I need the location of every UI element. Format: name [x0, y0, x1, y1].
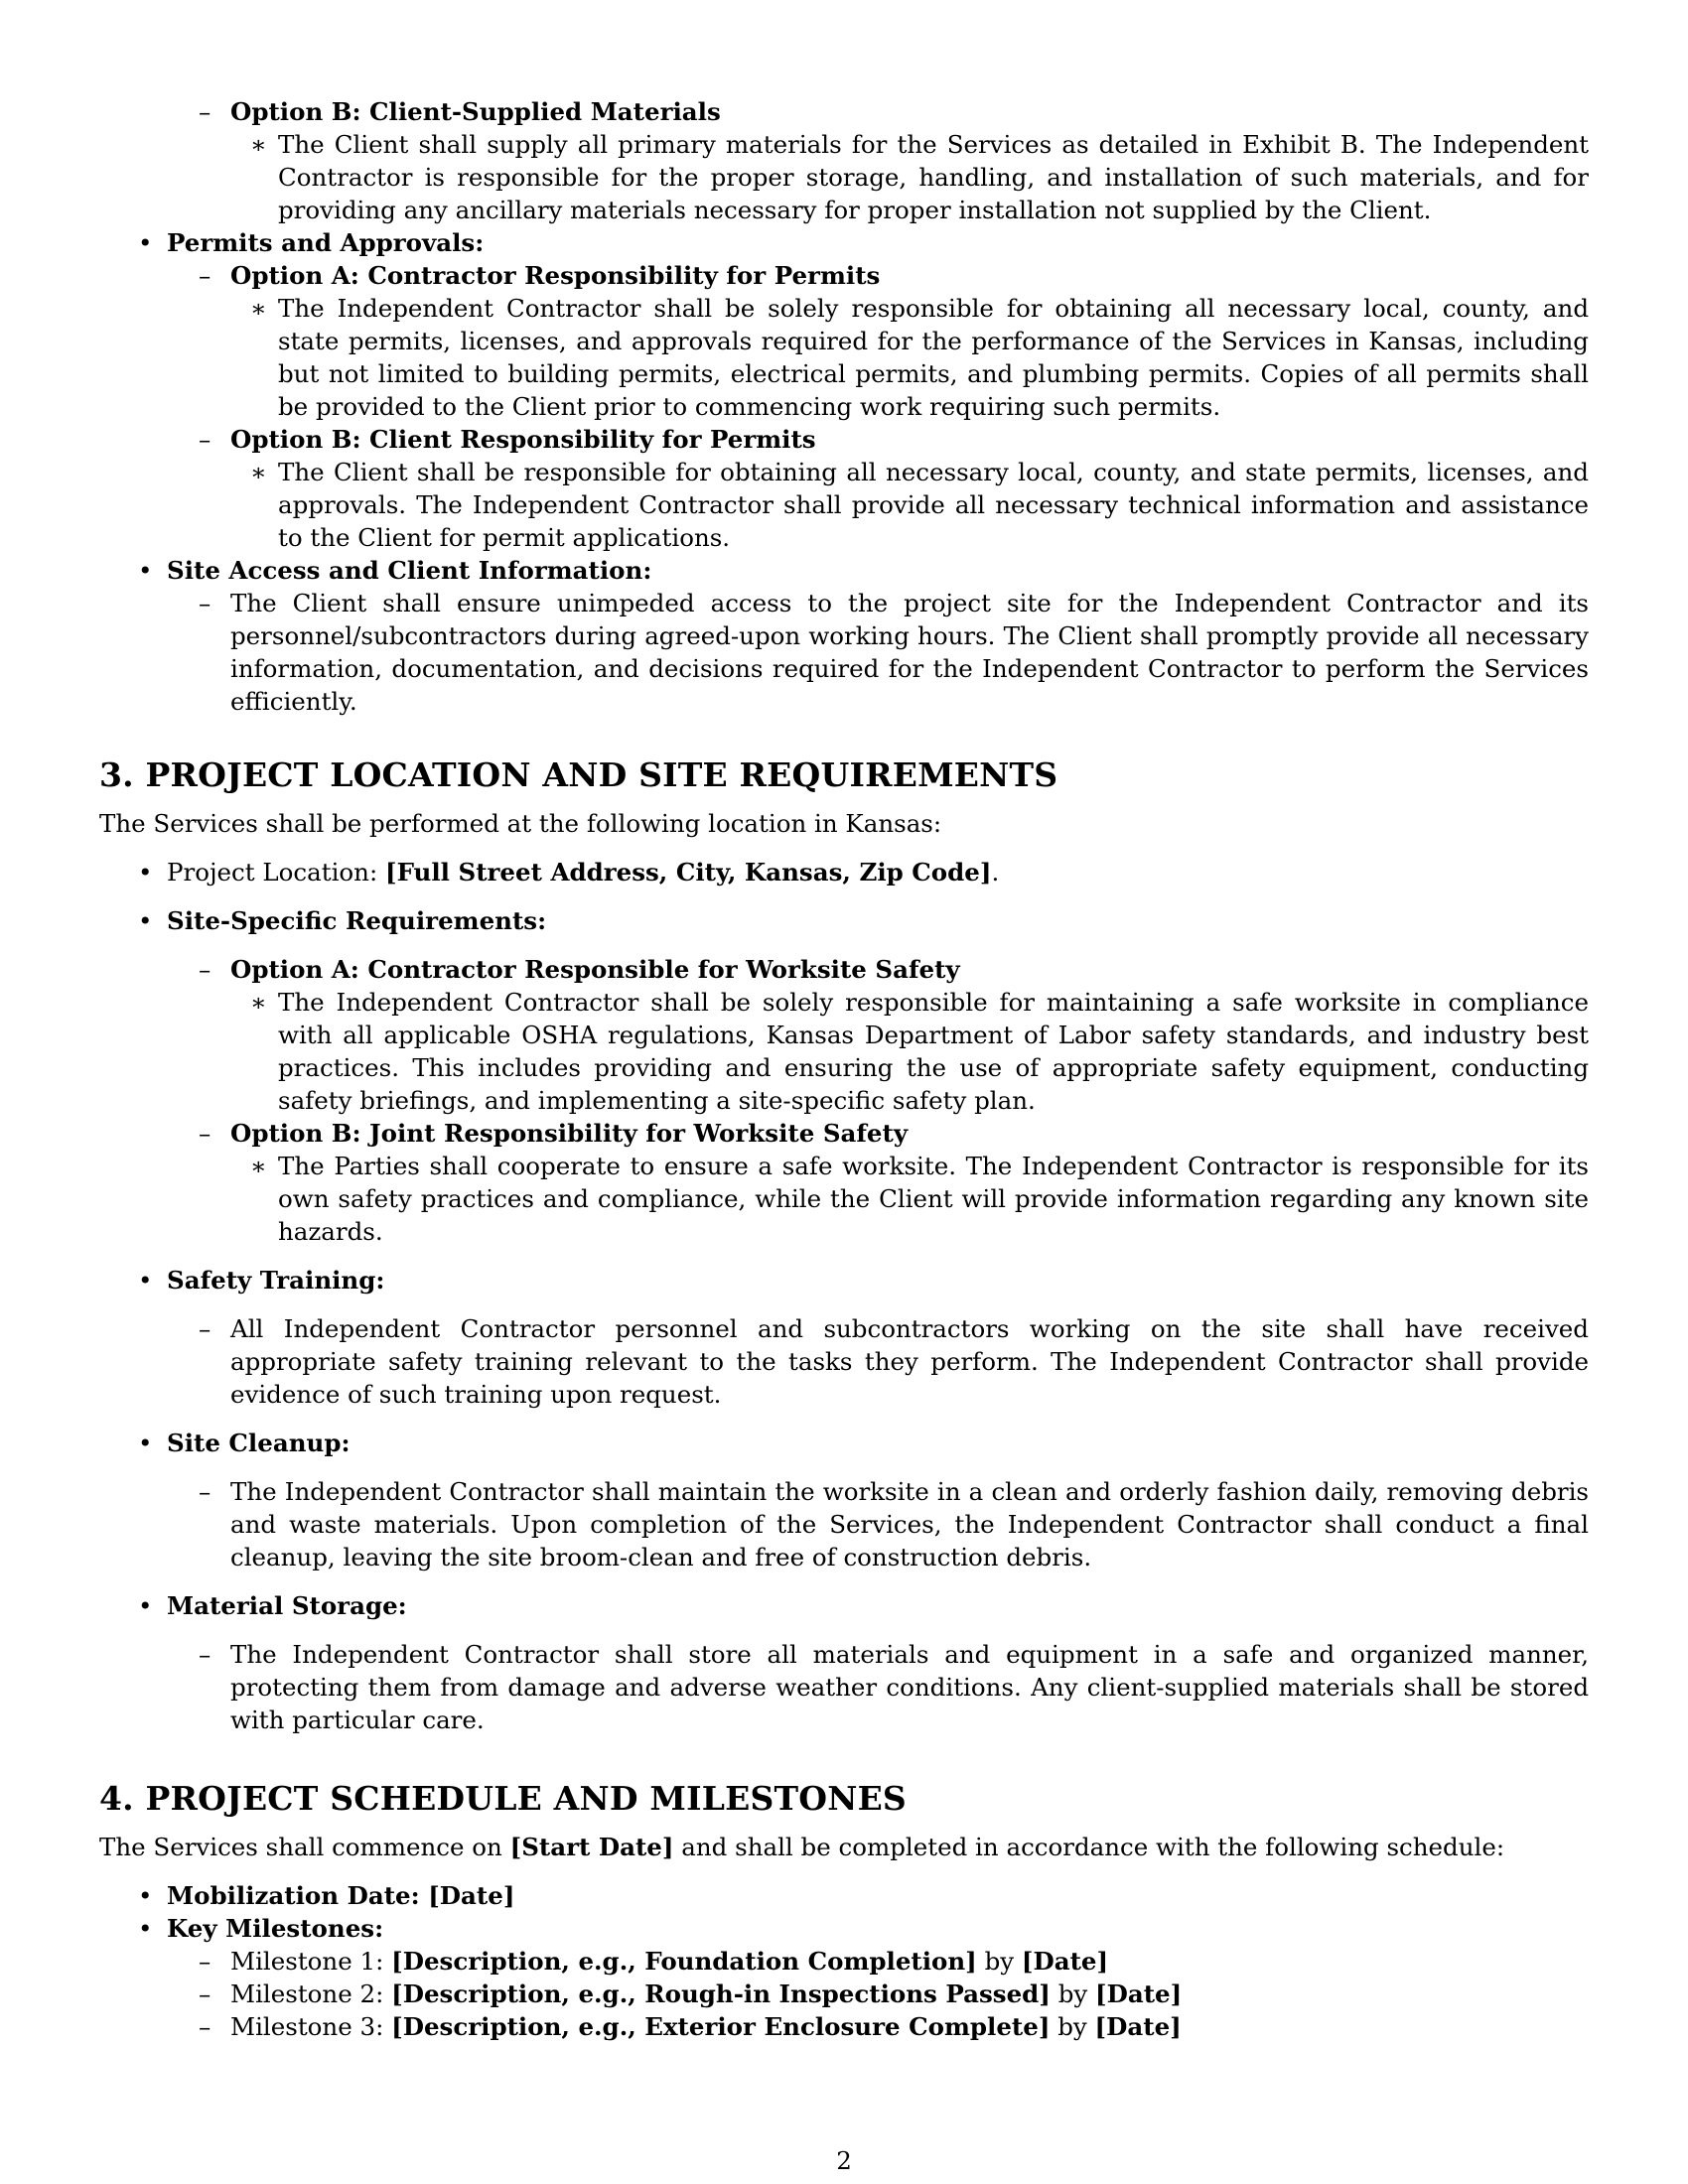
item-title: Safety Training: — [167, 1266, 385, 1295]
milestone-by: by — [976, 1947, 1022, 1976]
section-3-intro: The Services shall be performed at the following location in Kansas: — [99, 809, 942, 838]
dash-bullet: – — [199, 261, 211, 290]
material-storage-item — [99, 1589, 1589, 1622]
document-page — [99, 95, 1589, 2043]
milestone-desc: [Description, e.g., Rough-in Inspections Passed] — [391, 1979, 1051, 2008]
dot-bullet: • — [138, 1881, 153, 1910]
item-title: Site Cleanup: — [167, 1429, 351, 1457]
asterisk-bullet: ∗ — [250, 130, 267, 159]
clause-text: The Independent Contractor shall maintain the worksite in a clean and orderly fashion daily, removing debris and waste materials. Upon completion of the Services, the Independent Contractor shall conduct a final cleanup, leaving the site broom-clean and free of construction debris. — [230, 1477, 1589, 1571]
clause-text: The Independent Contractor shall be solely responsible for maintaining a safe worksite in compliance with all applicable OSHA regulations, Kansas Department of Labor safety standards, and industry best practices. This includes providing and ensuring the use of appropriate safety equipment, conducting safety briefings, and implementing a site-specific safety plan. — [278, 988, 1589, 1115]
item-title: Permits and Approvals: — [167, 228, 485, 257]
dash-bullet: – — [199, 589, 211, 617]
permits-option-b-text — [99, 456, 1589, 554]
dot-bullet: • — [138, 1914, 153, 1943]
safety-option-b — [99, 1117, 1589, 1150]
item-title: Key Milestones: — [167, 1914, 384, 1943]
section-3-heading: 3. PROJECT LOCATION AND SITE REQUIREMENTS — [99, 755, 1058, 794]
dot-bullet: • — [138, 556, 153, 585]
milestone-by: by — [1050, 2012, 1095, 2041]
item-title: Material Storage: — [167, 1591, 407, 1620]
dash-bullet: – — [199, 1477, 211, 1506]
milestone-by: by — [1050, 1979, 1096, 2008]
dot-bullet: • — [138, 1591, 153, 1620]
milestone-label: Milestone 1: — [230, 1947, 392, 1976]
safety-training-text — [99, 1312, 1589, 1411]
mobilization-label: Mobilization Date: — [167, 1881, 429, 1910]
dot-bullet: • — [138, 1429, 153, 1457]
location-end: . — [991, 858, 1000, 887]
clause-text: The Client shall supply all primary materials for the Services as detailed in Exhibit B. The Independent Contractor is responsible for the proper storage, handling, and installation of such materials, and for providing any ancillary materials necessary for proper installation not supplied by the Client. — [278, 130, 1589, 224]
safety-option-a — [99, 953, 1589, 986]
dot-bullet: • — [138, 906, 153, 935]
dot-bullet: • — [138, 228, 153, 257]
mobilization-item — [99, 1879, 1589, 1912]
milestone-date: [Date] — [1021, 1947, 1109, 1976]
option-title: Option B: Client-Supplied Materials — [230, 97, 721, 126]
site-cleanup-text — [99, 1475, 1589, 1573]
permits-option-b — [99, 423, 1589, 456]
milestone-1 — [99, 1945, 1589, 1978]
dash-bullet: – — [199, 1947, 211, 1976]
clause-text: The Client shall be responsible for obtaining all necessary local, county, and state permits, licenses, and approvals. The Independent Contractor shall provide all necessary technical information and assistance to the Client for permit applications. — [278, 458, 1589, 552]
permits-option-a — [99, 259, 1589, 292]
clause-text: The Parties shall cooperate to ensure a safe worksite. The Independent Contractor is responsible for its own safety practices and compliance, while the Client will provide information regarding any known site hazards. — [278, 1152, 1589, 1246]
permits-item — [99, 226, 1589, 259]
milestone-label: Milestone 2: — [230, 1979, 392, 2008]
dash-bullet: – — [199, 1640, 211, 1669]
dot-bullet: • — [138, 858, 153, 887]
location-label: Project Location: — [167, 858, 385, 887]
option-title: Option A: Contractor Responsibility for Permits — [230, 261, 881, 290]
asterisk-bullet: ∗ — [250, 988, 267, 1017]
option-title: Option A: Contractor Responsible for Worksite Safety — [230, 955, 960, 984]
section-4-heading: 4. PROJECT SCHEDULE AND MILESTONES — [99, 1779, 907, 1818]
safety-option-b-text — [99, 1150, 1589, 1248]
dash-bullet: – — [199, 1979, 211, 2008]
site-access-text — [99, 587, 1589, 718]
dash-bullet: – — [199, 1119, 211, 1148]
milestone-date: [Date] — [1095, 1979, 1183, 2008]
mobilization-value: [Date] — [428, 1881, 515, 1910]
dash-bullet: – — [199, 97, 211, 126]
milestone-desc: [Description, e.g., Exterior Enclosure Complete] — [391, 2012, 1051, 2041]
option-title: Option B: Client Responsibility for Permits — [230, 425, 816, 454]
milestone-label: Milestone 3: — [230, 2012, 392, 2041]
dash-bullet: – — [199, 955, 211, 984]
clause-text: The Independent Contractor shall store all materials and equipment in a safe and organized manner, protecting them from damage and adverse weather conditions. Any client-supplied materials shall be stored with particular care. — [230, 1640, 1589, 1734]
safety-training-item — [99, 1264, 1589, 1297]
milestone-desc: [Description, e.g., Foundation Completion] — [391, 1947, 977, 1976]
option-b-materials-text — [99, 128, 1589, 226]
material-storage-text — [99, 1638, 1589, 1736]
milestone-2 — [99, 1978, 1589, 2010]
permits-option-a-text — [99, 292, 1589, 423]
intro-pre: The Services shall commence on — [99, 1833, 510, 1861]
asterisk-bullet: ∗ — [250, 458, 267, 486]
dash-bullet: – — [199, 2012, 211, 2041]
item-title: Site Access and Client Information: — [167, 556, 652, 585]
intro-post: and shall be completed in accordance with the following schedule: — [673, 1833, 1505, 1861]
dash-bullet: – — [199, 1314, 211, 1343]
site-cleanup-item — [99, 1427, 1589, 1459]
location-value: [Full Street Address, City, Kansas, Zip Code] — [385, 858, 992, 887]
milestones-item — [99, 1912, 1589, 1945]
project-location-item — [99, 856, 1589, 888]
section-4-intro — [99, 1831, 1589, 1863]
option-title: Option B: Joint Responsibility for Worksite Safety — [230, 1119, 909, 1148]
milestone-date: [Date] — [1094, 2012, 1182, 2041]
dash-bullet: – — [199, 425, 211, 454]
site-access-item — [99, 554, 1589, 587]
asterisk-bullet: ∗ — [250, 294, 267, 323]
page-number: 2 — [836, 2146, 852, 2175]
milestone-3 — [99, 2010, 1589, 2043]
clause-text: All Independent Contractor personnel and subcontractors working on the site shall have received appropriate safety training relevant to the tasks they perform. The Independent Contractor shall provide evidence of such training upon request. — [230, 1314, 1589, 1409]
option-b-materials — [99, 95, 1589, 128]
asterisk-bullet: ∗ — [250, 1152, 267, 1180]
safety-option-a-text — [99, 986, 1589, 1117]
clause-text: The Independent Contractor shall be solely responsible for obtaining all necessary local, county, and state permits, licenses, and approvals required for the performance of the Services in Kansas, including but not limited to building permits, electrical permits, and plumbing permits. Copies of all permits shall be provided to the Client prior to commencing work requiring such permits. — [278, 294, 1589, 421]
site-specific-item — [99, 904, 1589, 937]
dot-bullet: • — [138, 1266, 153, 1295]
clause-text: The Client shall ensure unimpeded access to the project site for the Independent Contractor and its personnel/subcontractors during agreed-upon working hours. The Client shall promptly provide all necessary information, documentation, and decisions required for the Independent Contractor to perform the Services efficiently. — [230, 589, 1589, 716]
start-date-placeholder: [Start Date] — [509, 1833, 674, 1861]
item-title: Site-Specific Requirements: — [167, 906, 547, 935]
